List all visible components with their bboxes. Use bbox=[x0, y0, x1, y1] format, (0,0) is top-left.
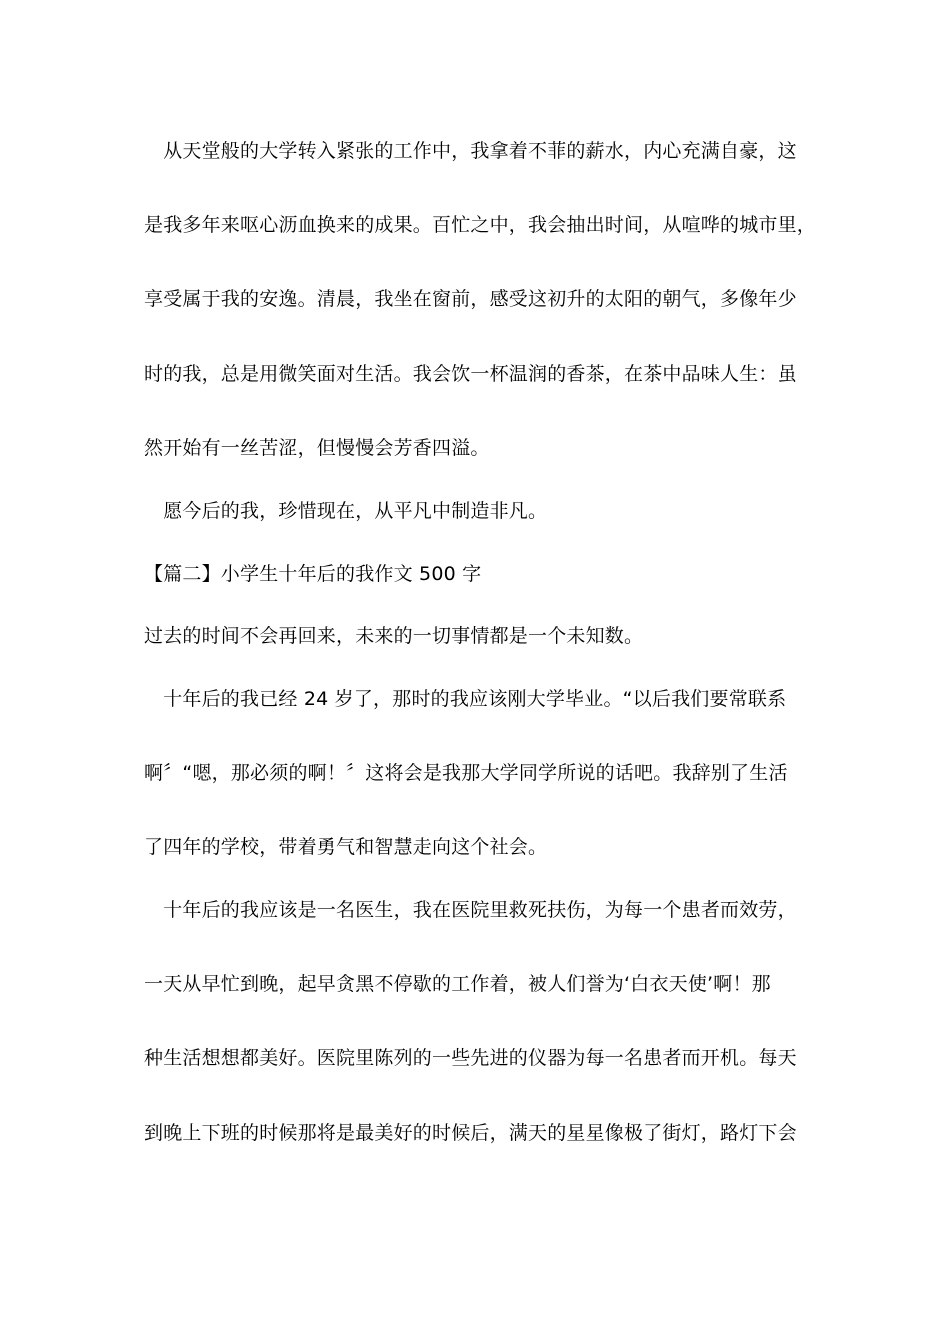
paragraph-5-line-4: 到晚上下班的时候那将是最美好的时候后，满天的星星像极了街灯，路灯下会 bbox=[144, 1122, 797, 1144]
paragraph-2: 愿今后的我，珍惜现在，从平凡中制造非凡。 bbox=[144, 500, 548, 522]
paragraph-1-line-3: 享受属于我的安逸。清晨，我坐在窗前，感受这初升的太阳的朝气，多像年少 bbox=[144, 288, 797, 310]
section-heading: 【篇二】小学生十年后的我作文 500 字 bbox=[144, 563, 482, 585]
paragraph-1-line-1: 从天堂般的大学转入紧张的工作中，我拿着不菲的薪水，内心充满自豪，这 bbox=[144, 140, 797, 162]
paragraph-5-line-1: 十年后的我应该是一名医生，我在医院里救死扶伤，为每一个患者而效劳， bbox=[144, 899, 797, 921]
paragraph-4-line-3: 了四年的学校，带着勇气和智慧走向这个社会。 bbox=[144, 836, 548, 858]
paragraph-1-line-2: 是我多年来呕心沥血换来的成果。百忙之中，我会抽出时间，从喧哗的城市里， bbox=[144, 214, 817, 236]
paragraph-5-line-3: 种生活想想都美好。医院里陈列的一些先进的仪器为每一名患者而开机。每天 bbox=[144, 1047, 797, 1069]
paragraph-3: 过去的时间不会再回来，未来的一切事情都是一个未知数。 bbox=[144, 625, 644, 647]
paragraph-1-line-4: 时的我，总是用微笑面对生活。我会饮一杯温润的香茶，在茶中品味人生：虽 bbox=[144, 363, 797, 385]
paragraph-1-line-5: 然开始有一丝苦涩，但慢慢会芳香四溢。 bbox=[144, 437, 490, 459]
paragraph-4-line-2: 啊〞“嗯，那必须的啊！〞这将会是我那大学同学所说的话吧。我辞别了生活 bbox=[144, 762, 788, 784]
paragraph-5-line-2: 一天从早忙到晚，起早贪黑不停歇的工作着，被人们誉为‘白衣天使’啊！那 bbox=[144, 973, 771, 995]
paragraph-4-line-1: 十年后的我已经 24 岁了，那时的我应该刚大学毕业。“以后我们要常联系 bbox=[144, 688, 787, 710]
